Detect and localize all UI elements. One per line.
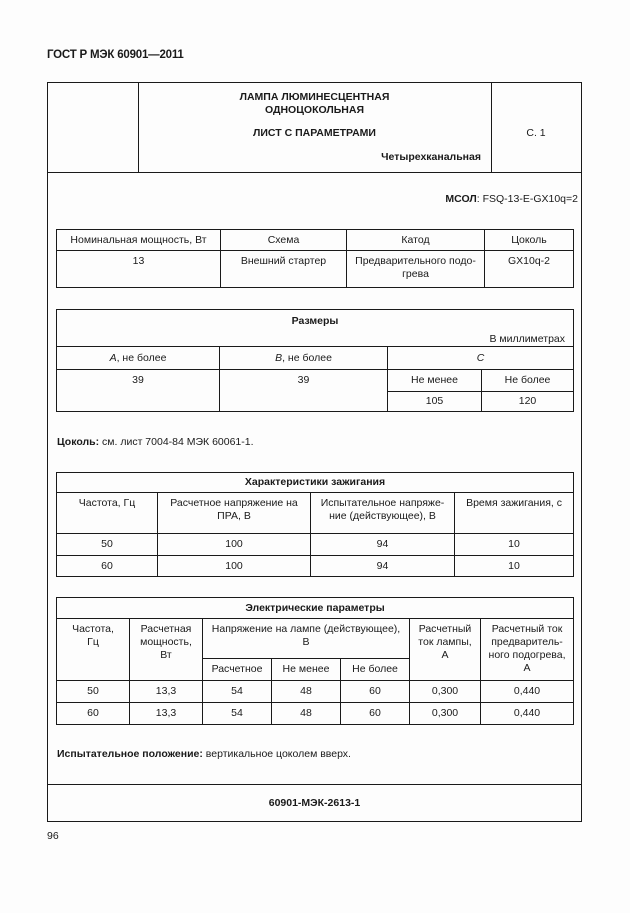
header-line: Испытательное напряже-	[320, 497, 445, 509]
header-line: Вт	[160, 649, 172, 661]
table-header-row	[57, 230, 574, 251]
value-c-max: 120	[482, 392, 574, 412]
cell: 0,440	[481, 681, 574, 703]
cell: 0,440	[481, 703, 574, 725]
dimensions-title: Размеры	[291, 315, 339, 327]
dimensions-units: В миллиметрах	[489, 333, 566, 345]
cell: 10	[455, 534, 574, 556]
header-cell: Схема	[221, 230, 347, 251]
header-lamp-voltage	[203, 619, 410, 659]
test-position-text: вертикальное цоколем вверх.	[202, 748, 351, 760]
base-note	[57, 436, 254, 448]
cell-power: 13	[57, 251, 221, 288]
header-frequency	[57, 619, 130, 681]
cell: 0,300	[410, 703, 481, 725]
electrical-title: Электрические параметры	[57, 598, 574, 619]
page-number: 96	[47, 830, 59, 842]
cell: 48	[272, 703, 341, 725]
cell: 60	[341, 681, 410, 703]
base-note-text: см. лист 7004-84 МЭК 60061-1.	[99, 436, 254, 448]
ilcos-label: МСОЛ	[445, 193, 477, 205]
general-table	[56, 229, 574, 288]
header-voltage-max: Не более	[341, 659, 410, 681]
table-header-row	[57, 347, 574, 370]
header-preheat-current	[481, 619, 574, 681]
table-header-row	[57, 493, 574, 534]
cell: 50	[57, 534, 158, 556]
header-line: В	[302, 636, 310, 648]
header-line: ного подогрева,	[488, 649, 566, 661]
table-title-row	[57, 310, 574, 347]
header-rated-power	[130, 619, 203, 681]
table-title-row	[57, 598, 574, 619]
value-a: 39	[57, 370, 220, 412]
cell: 60	[57, 703, 130, 725]
header-ballast-voltage	[158, 493, 311, 534]
header-line: Расчетный	[418, 623, 472, 635]
sheet-code: 60901-МЭК-2613-1	[268, 797, 361, 809]
header-line: Расчетное напряжение на	[170, 497, 298, 509]
cell-circuit: Внешний стартер	[221, 251, 347, 288]
value-b: 39	[220, 370, 388, 412]
header-line: мощность,	[140, 636, 192, 648]
header-line: Расчетная	[140, 623, 192, 635]
header-b-letter: В	[275, 351, 283, 364]
header-test-voltage	[311, 493, 455, 534]
table-row	[57, 534, 574, 556]
header-bottom-rule	[47, 172, 582, 173]
header-c-max: Не более	[482, 370, 574, 392]
cell-cathode	[347, 251, 485, 288]
cell: 94	[311, 556, 455, 577]
test-position-label: Испытательное положение:	[57, 748, 203, 760]
table-row	[57, 703, 574, 725]
header-c-min: Не менее	[388, 370, 482, 392]
table-row	[57, 556, 574, 577]
cell: 0,300	[410, 681, 481, 703]
header-frequency: Частота, Гц	[57, 493, 158, 534]
lamp-variant: Четырехканальная	[381, 151, 481, 163]
cell: 48	[272, 681, 341, 703]
cell: 10	[455, 556, 574, 577]
header-cell: Цоколь	[485, 230, 574, 251]
table-header-row	[57, 619, 574, 659]
header-cell: Катод	[347, 230, 485, 251]
header-line: Расчетный ток	[491, 623, 563, 635]
header-voltage-min: Не менее	[272, 659, 341, 681]
cell: 54	[203, 703, 272, 725]
header-c: С	[388, 347, 574, 370]
sheet-title-line1: ЛАМПА ЛЮМИНЕСЦЕНТНАЯ	[239, 91, 390, 103]
sheet-number: С. 1	[526, 127, 546, 139]
header-line: Гц	[87, 636, 99, 648]
cell-base: GX10q-2	[485, 251, 574, 288]
starting-title: Характеристики зажигания	[57, 473, 574, 493]
cell: 60	[57, 556, 158, 577]
header-line: А	[523, 662, 531, 674]
dimensions-title-cell	[57, 310, 574, 347]
header-line: Частота,	[72, 623, 114, 635]
header-voltage-rated: Расчетное	[203, 659, 272, 681]
starting-table	[56, 472, 574, 577]
running-head: ГОСТ Р МЭК 60901—2011	[47, 49, 184, 61]
footer-rule	[47, 784, 582, 785]
sheet-title	[138, 91, 491, 117]
cell-cathode-line1: Предварительного подо-	[355, 255, 476, 267]
table-row	[57, 251, 574, 288]
electrical-table	[56, 597, 574, 725]
header-line: предваритель-	[491, 636, 563, 648]
header-b-suffix: , не более	[282, 351, 332, 364]
header-cell: Номинальная мощность, Вт	[57, 230, 221, 251]
cell-cathode-line2: грева	[402, 268, 429, 280]
header-line: ПРА, В	[217, 510, 251, 522]
header-lamp-current	[410, 619, 481, 681]
ilcos-code	[445, 193, 578, 205]
value-c-min: 105	[388, 392, 482, 412]
table-row	[57, 681, 574, 703]
table-title-row	[57, 473, 574, 493]
ilcos-value: : FSQ-13-E-GX10q=2	[476, 193, 578, 205]
header-line: ток лампы,	[418, 636, 472, 648]
sheet-title-line2: ОДНОЦОКОЛЬНАЯ	[264, 104, 365, 116]
cell: 54	[203, 681, 272, 703]
header-a-suffix: , не более	[116, 351, 167, 364]
test-position-note	[57, 748, 351, 760]
header-line: Напряжение на лампе (действующее),	[211, 623, 401, 635]
header-line: А	[441, 649, 449, 661]
header-start-time: Время зажигания, с	[455, 493, 574, 534]
cell: 50	[57, 681, 130, 703]
base-note-label: Цоколь:	[57, 436, 100, 448]
cell: 100	[158, 534, 311, 556]
cell: 94	[311, 534, 455, 556]
table-row	[57, 370, 574, 392]
header-a-letter: А	[109, 351, 117, 364]
header-b	[220, 347, 388, 370]
cell: 100	[158, 556, 311, 577]
cell: 13,3	[130, 703, 203, 725]
sheet-subtitle: ЛИСТ С ПАРАМЕТРАМИ	[253, 127, 376, 139]
cell: 13,3	[130, 681, 203, 703]
header-a	[57, 347, 220, 370]
header-line: ние (действующее), В	[329, 510, 436, 522]
cell: 60	[341, 703, 410, 725]
dimensions-table	[56, 309, 574, 412]
